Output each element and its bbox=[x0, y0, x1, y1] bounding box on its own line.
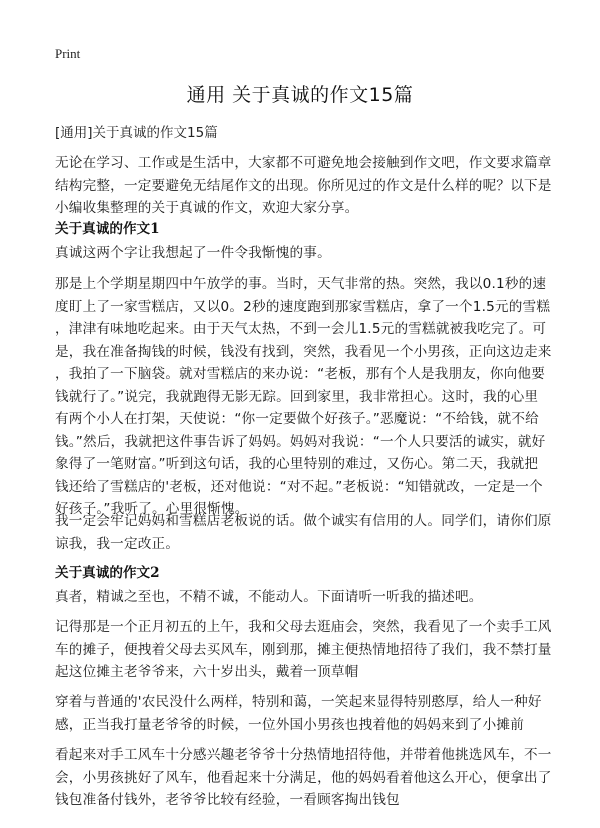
text-line: 那是上个学期星期四中午放学的事。当时，天气非常的热。突然，我以0.1秒的速 bbox=[55, 276, 547, 292]
text-line: 钱包准备付钱外，老爷爷比较有经验，一看顾客掏出钱包 bbox=[55, 792, 400, 808]
essay-2-paragraph-3 bbox=[55, 691, 555, 736]
text-line: 度盯上了一家雪糕店，又以0。2秒的速度跑到那家雪糕店，拿了一个1.5元的雪糕 bbox=[55, 298, 551, 315]
intro-paragraph bbox=[55, 152, 555, 220]
document-subtitle: [通用]关于真诚的作文15篇 bbox=[55, 125, 218, 141]
text-line: 有两个小人在打架，天使说：“你一定要做个好孩子。”恶魔说：“不给钱，就不给 bbox=[55, 411, 539, 427]
text-line: 我一定会牢记妈妈和雪糕店老板说的话。做个诚实有信用的人。同学们，请你们原 bbox=[55, 513, 552, 529]
document-title: 通用 关于真诚的作文15篇 bbox=[186, 84, 414, 106]
text-line: 钱。”然后，我就把这件事告诉了妈妈。妈妈对我说：“一个人只要活的诚实，就好 bbox=[55, 433, 546, 450]
essay-1-paragraph-2 bbox=[55, 273, 555, 521]
essay-1-paragraph-1 bbox=[55, 242, 555, 265]
text-line: 真诚这两个字让我想起了一件令我惭愧的事。 bbox=[55, 245, 331, 261]
text-line: 象得了一笔财富。”听到这句话，我的心里特别的难过，又伤心。第二天，我就把 bbox=[55, 456, 539, 472]
text-line: 感，正当我打量老爷爷的时候，一位外国小男孩也拽着他的妈妈来到了小摊前 bbox=[55, 716, 524, 733]
text-line: 看起来对手工风车十分感兴趣老爷爷十分热情地招待他，并带着他挑选风车，不一 bbox=[55, 747, 552, 763]
text-line: 会，小男孩挑好了风车，他看起来十分满足，他的妈妈看着他这么开心，便拿出了 bbox=[55, 769, 552, 786]
print-link[interactable]: Print bbox=[55, 46, 81, 61]
essay-2-heading: 关于真诚的作文2 bbox=[55, 565, 160, 581]
text-line: ，津津有味地吃起来。由于天气太热，不到一会儿1.5元的雪糕就被我吃完了。可 bbox=[55, 321, 547, 337]
essay-1-paragraph-3 bbox=[55, 510, 555, 555]
essay-1-heading: 关于真诚的作文1 bbox=[55, 221, 160, 237]
essay-2-paragraph-4 bbox=[55, 744, 555, 812]
text-line: ，我拍了一下脑袋。就对雪糕店的来办说：“老板，那有个人是我朋友，你向他要 bbox=[55, 366, 546, 382]
essay-2-paragraph-2 bbox=[55, 616, 555, 684]
text-line: 结构完整，一定要避免无结尾作文的出现。你所见过的作文是什么样的呢？以下是 bbox=[55, 177, 552, 194]
text-line: 谅我，我一定改正。 bbox=[55, 535, 180, 552]
text-line: 真者，精诚之至也，不精不诚，不能动人。下面请听一听我的描述吧。 bbox=[55, 589, 483, 605]
essay-2-paragraph-1 bbox=[55, 586, 555, 609]
text-line: 钱还给了雪糕店的'老板，还对他说：“对不起。”老板说：“知错就改，一定是一个 bbox=[55, 478, 543, 495]
text-line: 无论在学习、工作或是生活中，大家都不可避免地会接触到作文吧，作文要求篇章 bbox=[55, 155, 552, 171]
text-line: 是，我在准备掏钱的时候，钱没有找到，突然，我看见一个小男孩，正向这边走来 bbox=[55, 343, 552, 360]
text-line: 车的摊子，便拽着父母去买风车，刚到那，摊主便热情地招待了我们，我不禁打量 bbox=[55, 641, 552, 658]
text-line: 记得那是一个正月初五的上午，我和父母去逛庙会，突然，我看见了一个卖手工风 bbox=[55, 619, 552, 635]
text-line: 小编收集整理的关于真诚的作文，欢迎大家分享。 bbox=[55, 200, 359, 216]
text-line: 好孩子。”我听了。心里很惭愧。 bbox=[55, 501, 249, 517]
text-line: 起这位摊主老爷爷来，六十岁出头，戴着一顶草帽 bbox=[55, 664, 359, 680]
text-line: 穿着与普通的'农民没什么两样，特别和蔼，一笑起来显得特别憨厚，给人一种好 bbox=[55, 694, 542, 710]
text-line: 钱就行了。”说完，我就跑得无影无踪。回到家里，我非常担心。这时，我的心里 bbox=[55, 388, 539, 405]
